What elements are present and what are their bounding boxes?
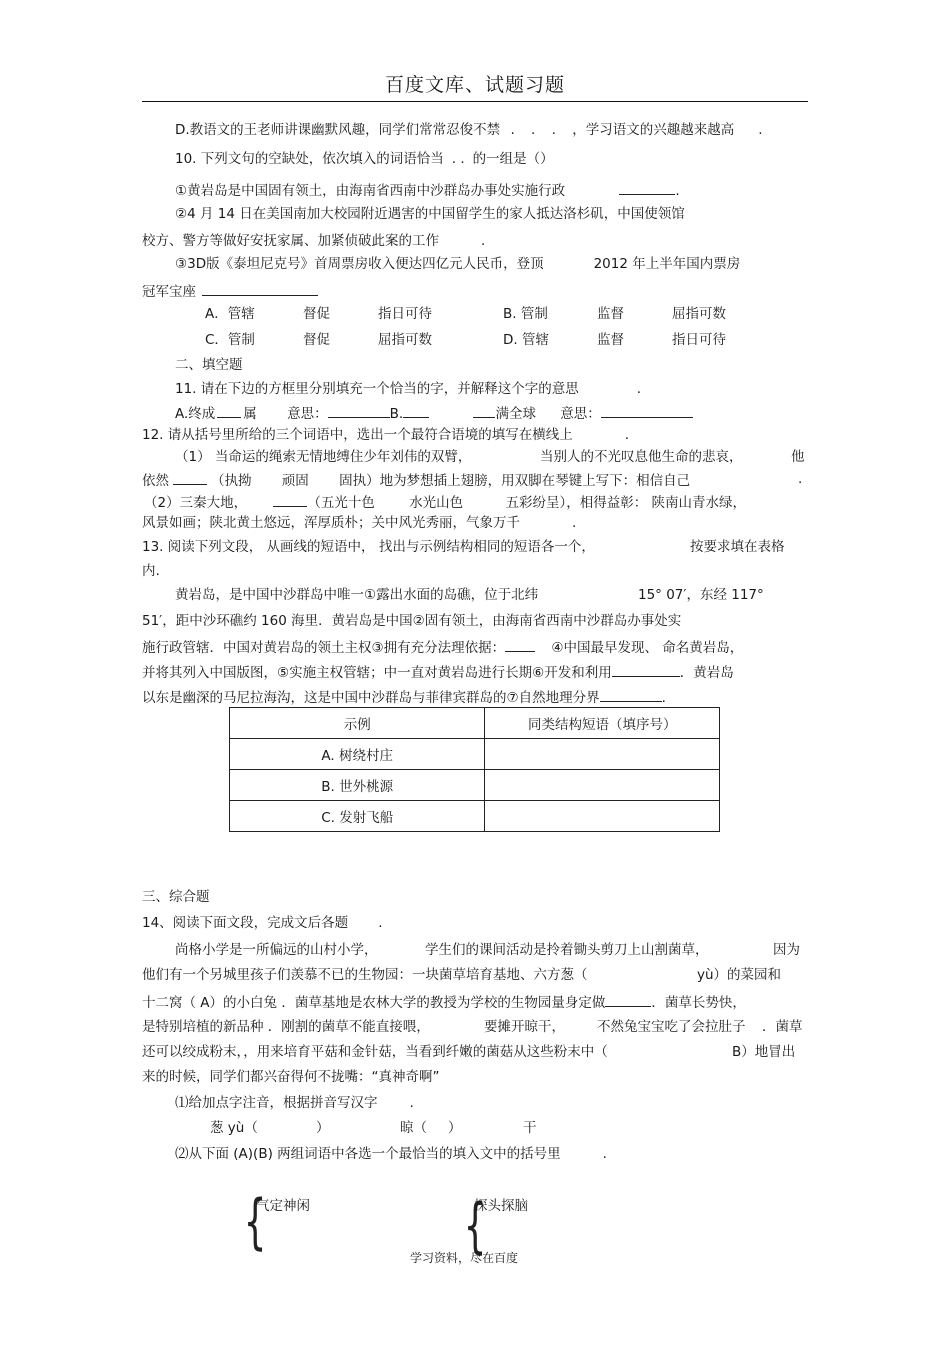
passage-14-line-6: 来的时候，同学们都兴奋得何不拢嘴：“真神奇啊” <box>142 1069 440 1085</box>
passage-14-line-5: 还可以绞成粉末，，用来培育平菇和金针菇，当看到纤嫩的菌菇从这些粉末中（ B）地冒出 <box>142 1044 796 1060</box>
q11-items: A.终成 属 意思： B. 满全球 意思： <box>175 403 693 423</box>
q10-sentence-2a: ②4 月 14 日在美国南加大校园附近遇害的中国留学生的家人抵达洛杉矶，中国使领馆 <box>175 206 685 222</box>
passage-13-line-1: 黄岩岛，是中国中沙群岛中唯一①露出水面的岛礁，位于北纬 15° 07′，东经 117° <box>175 587 764 603</box>
table-row <box>230 739 720 770</box>
table-row <box>230 801 720 832</box>
q12-2b: 风景如画；陕北黄土悠远，浑厚质朴；关中风光秀丽，气象万千 . <box>142 515 577 531</box>
q10-sentence-1: ①黄岩岛是中国固有领土，由海南省西南中沙群岛办事处实施行政 . <box>175 180 680 200</box>
page-title: 百度文库、试题习题 <box>384 74 565 96</box>
table-cell-example: C. 发射飞船 <box>230 801 485 832</box>
table-cell-example: A. 树绕村庄 <box>230 739 485 770</box>
passage-14-line-4: 是特别培植的新品种 ．刚割的菌草不能直接喂， 要摊开晾干， 不然兔宝宝吃了会拉肚子 ．菌草 <box>142 1019 803 1035</box>
table-cell-answer[interactable] <box>485 770 720 801</box>
q10-sentence-3b: 冠军宝座 <box>142 281 318 301</box>
brace-group-a: { <box>243 1187 267 1257</box>
passage-14-line-1: 尚格小学是一所偏远的山村小学， 学生们的课间活动是拎着锄头剪刀上山割菌草， 因为 <box>175 942 800 958</box>
q10-sentence-3a: ③3D版《泰坦尼克号》首周票房收入便达四亿元人民币，登顶 2012 年上半年国内票房 <box>175 256 741 272</box>
footer-note: 学习资料，尽在百度 <box>410 1251 519 1265</box>
passage-14-line-2: 他们有一个另城里孩子们羡慕不已的生物园：一块菌草培育基地、六方葱（ yù）的菜园和 <box>142 967 782 983</box>
q14-stem: 14、阅读下面文段，完成文后各题 . <box>142 915 383 931</box>
header-rule <box>142 101 808 102</box>
sub-question-1: ⑴给加点字注音，根据拼音写汉字 . <box>175 1095 414 1111</box>
option-d: D. 管辖 监督 指日可待 <box>503 332 726 348</box>
section-3-title: 三、综合题 <box>142 889 210 905</box>
passage-14-line-3: 十二窝（ A）的小白兔 ．菌草基地是农林大学的教授为学校的生物园量身定做 ．菌草长势快， <box>142 992 746 1012</box>
sub-question-2: ⑵从下面 (A)(B) 两组词语中各选一个最恰当的填入文中的括号里 . <box>175 1146 607 1162</box>
q12-2a: （2）三秦大地， （五光十色 水光山色 五彩纷呈），相得益彰： 陕南山青水绿， <box>144 492 746 512</box>
q9-option-d: D.教语文的王老师讲课幽默风趣，同学们常常忍俊不禁 . . . ，学习语文的兴趣越来越高 . <box>175 122 763 138</box>
table-row <box>230 770 720 801</box>
option-a: A．管辖 督促 指日可待 <box>205 306 432 322</box>
passage-13-line-3: 施行政管辖．中国对黄岩岛的领土主权③拥有充分法理依据： ④中国最早发现、 命名黄岩岛， <box>142 637 743 657</box>
structure-table <box>229 707 720 832</box>
q13-stem-2: 内. <box>142 563 160 579</box>
brace-group-b: { <box>463 1191 487 1261</box>
table-header-example: 示例 <box>230 708 485 739</box>
table-header-row <box>230 708 720 739</box>
option-b: B. 管制 监督 屈指可数 <box>503 306 726 322</box>
group-a-word: 气定神闲 <box>256 1198 310 1214</box>
q12-stem: 12. 请从括号里所给的三个词语中，选出一个最符合语境的填写在横线上 . <box>142 427 630 443</box>
q10-stem: 10. 下列文句的空缺处，依次填入的词语恰当 . . 的一组是（） <box>175 151 554 167</box>
q11-stem: 11. 请在下边的方框里分别填充一个恰当的字，并解释这个字的意思 . <box>175 381 642 397</box>
table-cell-example: B. 世外桃源 <box>230 770 485 801</box>
sub-question-1-items: 葱 yù（ ） 晾（ ） 干 <box>210 1120 537 1136</box>
table-cell-answer[interactable] <box>485 801 720 832</box>
option-c: C．管制 督促 屈指可数 <box>205 332 432 348</box>
section-2-title: 二、填空题 <box>175 357 243 373</box>
table-cell-answer[interactable] <box>485 739 720 770</box>
q10-sentence-2b: 校方、警方等做好安抚家属、加紧侦破此案的工作 . <box>142 233 486 249</box>
table-header-answer: 同类结构短语（填序号） <box>485 708 720 739</box>
passage-13-line-4: 并将其列入中国版图，⑤实施主权管辖；中一直对黄岩岛进行长期⑥开发和利用 ．黄岩岛 <box>142 662 734 682</box>
passage-13-line-5: 以东是幽深的马尼拉海沟，这是中国中沙群岛与菲律宾群岛的⑦自然地理分界 . <box>142 687 666 707</box>
passage-13-line-2: 51′，距中沙环礁约 160 海里．黄岩岛是中国②固有领土，由海南省西南中沙群岛办事处实 <box>142 613 682 629</box>
group-b-word: 探头探脑 <box>474 1198 528 1214</box>
q13-stem: 13. 阅读下列文段， 从画线的短语中， 找出与示例结构相同的短语各一个， 按要求填在表格 <box>142 539 785 555</box>
q12-1b: 依然 （执拗 顽固 固执）地为梦想插上翅膀，用双脚在琴键上写下：相信自己 . <box>142 471 803 489</box>
q12-1a: （1） 当命运的绳索无情地缚住少年刘伟的双臂， 当别人的不光叹息他生命的悲哀， 他 <box>175 449 805 465</box>
